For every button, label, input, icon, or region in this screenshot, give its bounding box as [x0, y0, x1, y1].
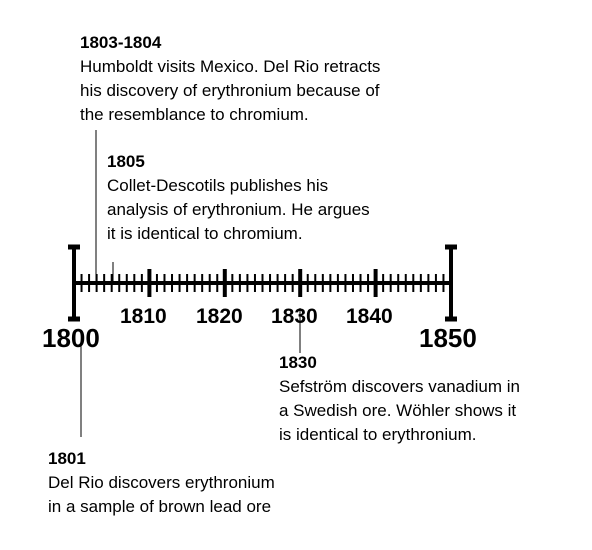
event-1830 [279, 351, 520, 447]
event-date: 1803-1804 [80, 33, 162, 52]
tick-label-1830: 1830 [271, 305, 318, 328]
event-1801 [48, 447, 275, 519]
event-1805 [107, 150, 370, 246]
event-description-line: his discovery of erythronium because of [80, 81, 380, 100]
event-description-line: in a sample of brown lead ore [48, 497, 272, 516]
event-date: 1830 [279, 353, 317, 372]
tick-label-1840: 1840 [346, 305, 393, 328]
event-description-line: Sefström discovers vanadium in [279, 377, 520, 396]
event-date: 1805 [107, 152, 145, 171]
event-description-line: Del Rio discovers erythronium [48, 473, 275, 492]
event-description-line: the resemblance to chromium. [80, 105, 309, 124]
event-description-line: Collet-Descotils publishes his [107, 176, 329, 195]
event-description-line: is identical to erythronium. [279, 425, 477, 444]
event-description-line: it is identical to chromium. [107, 224, 303, 243]
tick-label-1820: 1820 [196, 305, 243, 328]
event-description-line: Humboldt visits Mexico. Del Rio retracts [80, 57, 381, 76]
end-year-label: 1850 [419, 323, 477, 353]
event-description-line: analysis of erythronium. He argues [107, 200, 370, 219]
tick-label-1810: 1810 [120, 305, 167, 328]
event-description-line: a Swedish ore. Wöhler shows it [279, 401, 517, 420]
event-1803-1804 [80, 31, 380, 127]
event-date: 1801 [48, 449, 86, 468]
start-year-label: 1800 [42, 323, 100, 353]
